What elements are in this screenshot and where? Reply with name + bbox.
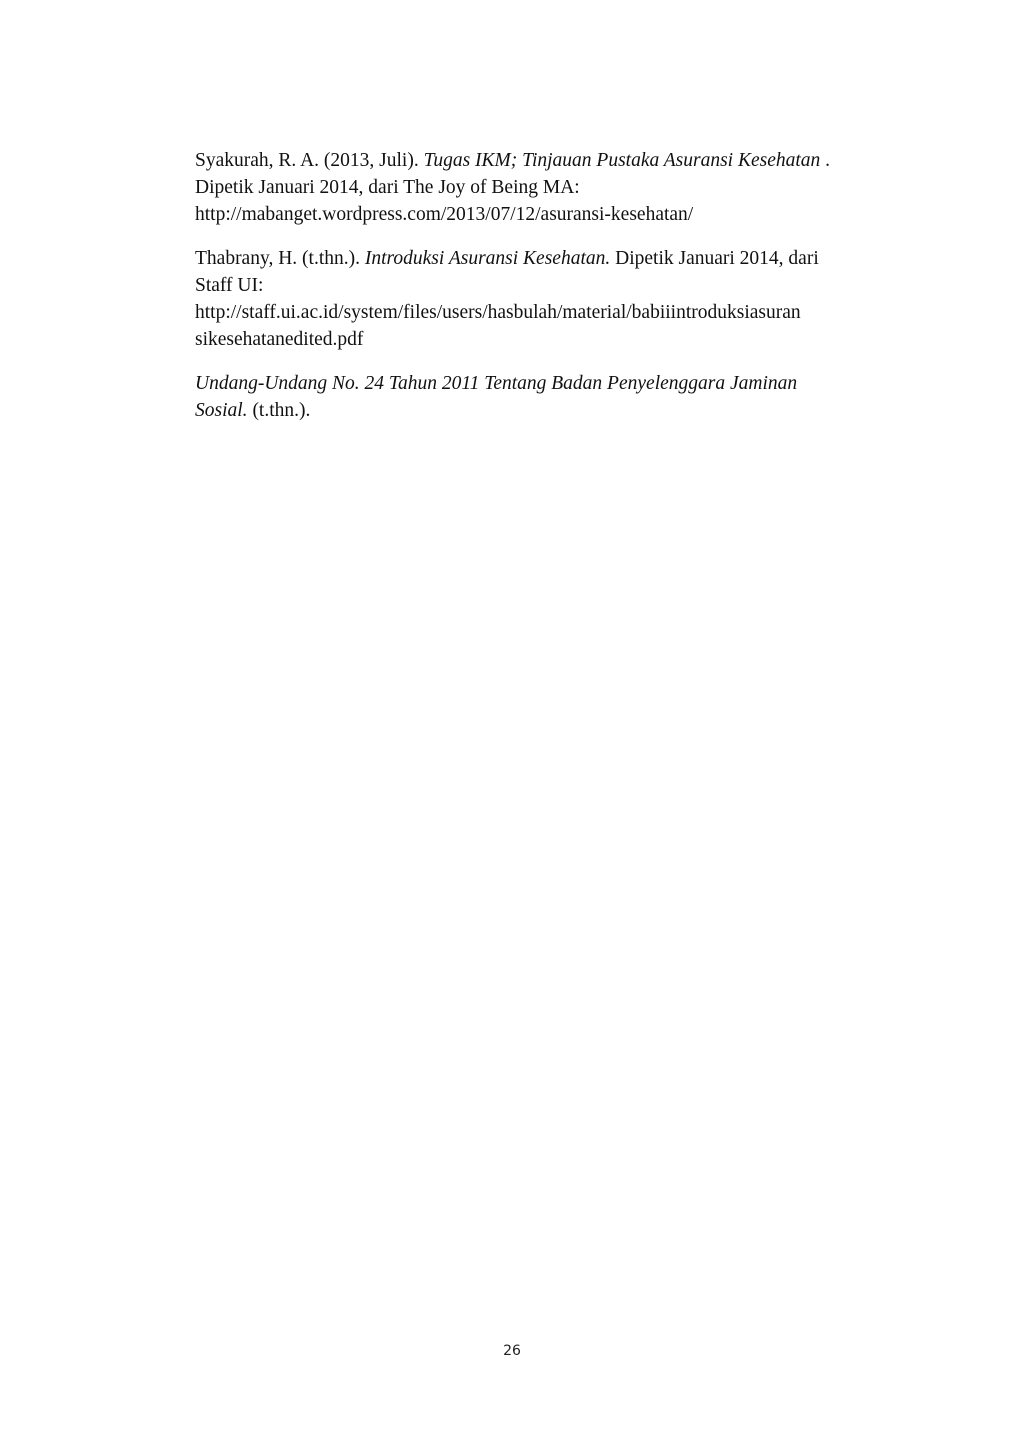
reference-author: Syakurah, R. A. (2013, Juli). — [195, 150, 424, 171]
reference-source: Staff UI: — [195, 275, 264, 296]
reference-title: Tugas IKM; Tinjauan Pustaka Asuransi Kesehatan — [423, 150, 821, 171]
reference-url-continued[interactable]: sikesehatanedited.pdf — [195, 329, 364, 350]
reference-title-continued: Sosial. — [195, 400, 248, 421]
reference-title: Introduksi Asuransi Kesehatan. — [364, 248, 611, 269]
reference-title-suffix: (t.thn.). — [247, 400, 311, 421]
reference-entry-syakurah — [195, 147, 885, 228]
reference-title-suffix: . — [820, 150, 831, 171]
reference-title-suffix: Dipetik Januari 2014, dari — [610, 248, 819, 269]
reference-list — [195, 147, 885, 441]
reference-url[interactable]: http://staff.ui.ac.id/system/files/users/hasbulah/material/babiiintroduksiasuran — [195, 302, 801, 323]
reference-author: Thabrany, H. (t.thn.). — [195, 248, 365, 269]
reference-entry-undang-undang — [195, 370, 885, 424]
reference-entry-thabrany — [195, 245, 885, 353]
reference-title: Undang-Undang No. 24 Tahun 2011 Tentang Badan Penyelenggara Jaminan — [195, 373, 798, 394]
page-number: 26 — [503, 1343, 521, 1359]
reference-source: Dipetik Januari 2014, dari The Joy of Being MA: — [195, 177, 580, 198]
reference-url[interactable]: http://mabanget.wordpress.com/2013/07/12/asuransi-kesehatan/ — [195, 204, 694, 225]
